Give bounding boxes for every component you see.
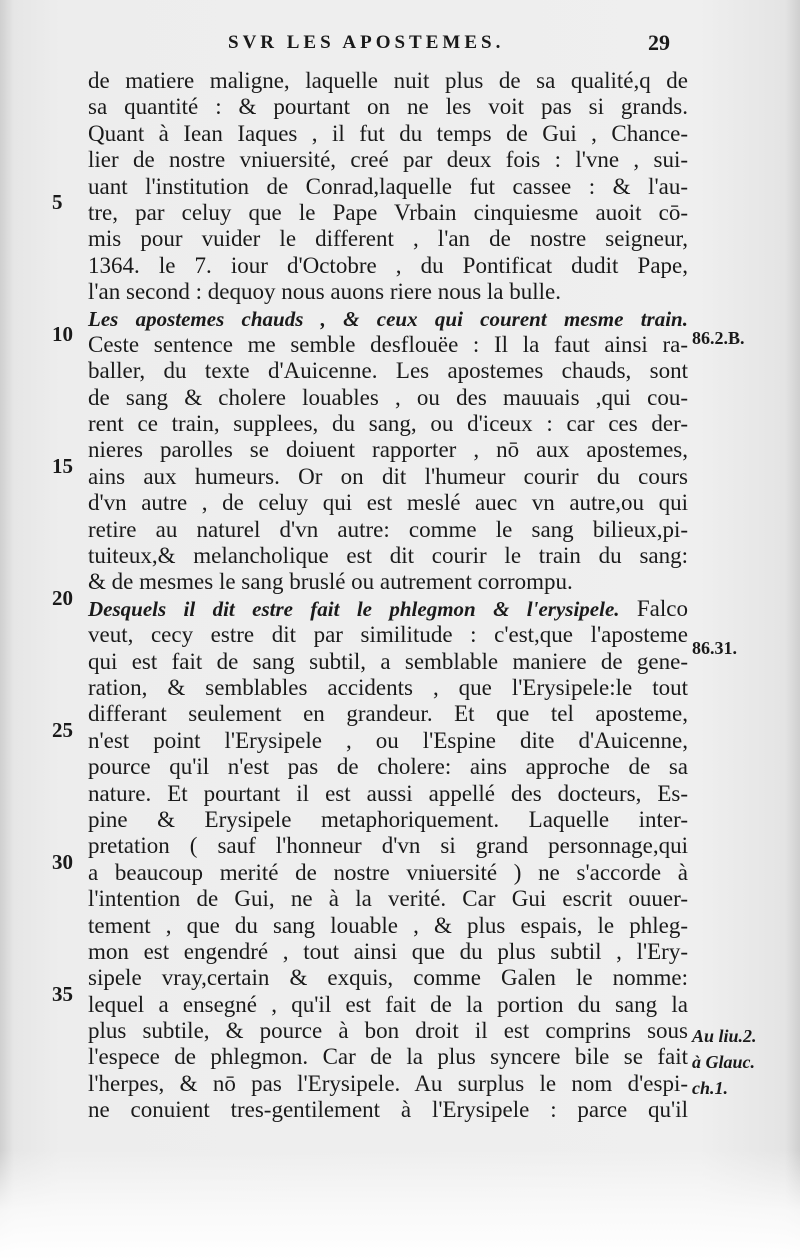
text-line: & de mesmes le sang bruslé ou autrement corrompu.	[88, 569, 573, 595]
lemma-text: Desquels il dit estre fait le phlegmon & l'erysipele.	[88, 596, 620, 621]
text-line: pine & Erysipele metaphoriquement. Laquelle inter-	[88, 806, 688, 832]
margin-reference: Au liu.2.	[692, 1026, 757, 1046]
text-line: a beaucoup merité de nostre vniuersité ) ne s'accorde à	[88, 859, 688, 885]
text-line: lequel a ensegné , qu'il est fait de la portion du sang la	[88, 991, 688, 1017]
margin-reference: 86.2.B.	[692, 328, 745, 348]
line-number: 30	[52, 850, 73, 874]
text-line: rent ce train, supplees, du sang, ou d'iceux : car ces der-	[88, 411, 688, 437]
text-line: lier de nostre vniuersité, creé par deux fois : l'vne , sui-	[88, 147, 688, 173]
text-line: ne conuient tres-gentilement à l'Erysipele : parce qu'il	[88, 1097, 688, 1123]
text-line: de sang & cholere louables , ou des mauuais ,qui cou-	[88, 384, 688, 410]
running-title: SVR LES APOSTEMES.	[228, 32, 505, 53]
text-line: sa quantité : & pourtant on ne les voit pas si grands.	[88, 94, 688, 120]
text-line: n'est point l'Erysipele , ou l'Espine dite d'Auicenne,	[88, 727, 688, 753]
text-line: l'herpes, & nō pas l'Erysipele. Au surplus le nom d'espi-	[88, 1070, 688, 1096]
line-number: 25	[52, 718, 73, 742]
text-line: sipele vray,certain & exquis, comme Galen le nomme:	[88, 965, 688, 991]
margin-reference: à Glauc.	[692, 1052, 755, 1072]
text-line: tuiteux,& melancholique est dit courir le train du sang:	[88, 543, 688, 569]
running-head	[0, 32, 800, 62]
text-line: l'an second : dequoy nous auons riere nous la bulle.	[88, 279, 561, 305]
text-line: 1364. le 7. iour d'Octobre , du Pontificat dudit Pape,	[88, 252, 688, 278]
text-line: tre, par celuy que le Pape Vrbain cinquiesme auoit cō-	[88, 199, 688, 225]
text-line: qui est fait de sang subtil, a semblable maniere de gene-	[88, 648, 688, 674]
text-line: nature. Et pourtant il est aussi appellé des docteurs, Es-	[88, 780, 688, 806]
text-line: Quant à Iean Iaques , il fut du temps de Gui , Chance-	[88, 120, 688, 146]
text-line: de matiere maligne, laquelle nuit plus de sa qualité,q de	[88, 68, 688, 93]
margin-reference: ch.1.	[692, 1078, 728, 1098]
text-line: ains aux humeurs. Or on dit l'humeur courir du cours	[88, 463, 688, 489]
lemma-trailing-word: Falco	[636, 595, 688, 621]
text-line: d'vn autre , de celuy qui est meslé auec vn autre,ou qui	[88, 490, 688, 516]
body-text	[88, 68, 688, 1124]
text-line: retire au naturel d'vn autre: comme le sang bilieux,pi-	[88, 516, 688, 542]
line-number: 15	[52, 454, 73, 478]
text-line: mis pour vuider le different , l'an de nostre seigneur,	[88, 226, 688, 252]
text-line: l'intention de Gui, ne à la verité. Car Gui escrit ouuer-	[88, 886, 688, 912]
lemma-line: Les apostemes chauds , & ceux qui courent mesme train.	[88, 306, 688, 331]
text-line: Ceste sentence me semble desflouëe : Il la faut ainsi ra-	[88, 331, 688, 357]
page-edge-fade	[0, 1150, 800, 1260]
text-line: uant l'institution de Conrad,laquelle fut cassee : & l'au-	[88, 173, 688, 199]
text-line: pource qu'il n'est pas de cholere: ains approche de sa	[88, 754, 688, 780]
text-line: veut, cecy estre dit par similitude : c'est,que l'aposteme	[88, 622, 688, 648]
text-line: differant seulement en grandeur. Et que tel aposteme,	[88, 701, 688, 727]
line-number: 35	[52, 982, 73, 1006]
text-line: baller, du texte d'Auicenne. Les apostemes chauds, sont	[88, 358, 688, 384]
text-line: mon est engendré , tout ainsi que du plus subtil , l'Ery-	[88, 938, 688, 964]
text-line: tement , que du sang louable , & plus espais, le phleg-	[88, 912, 688, 938]
text-line: l'espece de phlegmon. Car de la plus syncere bile se fait	[88, 1044, 688, 1070]
page-number: 29	[648, 30, 670, 55]
line-number: 20	[52, 586, 73, 610]
line-number: 10	[52, 322, 73, 346]
margin-reference: 86.31.	[692, 638, 737, 658]
line-number: 5	[52, 190, 63, 214]
lemma-line	[88, 596, 688, 622]
text-line: ration, & semblables accidents , que l'Erysipele:le tout	[88, 674, 688, 700]
text-line: pretation ( sauf l'honneur d'vn si grand personnage,qui	[88, 833, 688, 859]
text-line: nieres parolles se doiuent rapporter , nō aux apostemes,	[88, 437, 688, 463]
text-line: plus subtile, & pource à bon droit il est comprins sous	[88, 1018, 688, 1044]
